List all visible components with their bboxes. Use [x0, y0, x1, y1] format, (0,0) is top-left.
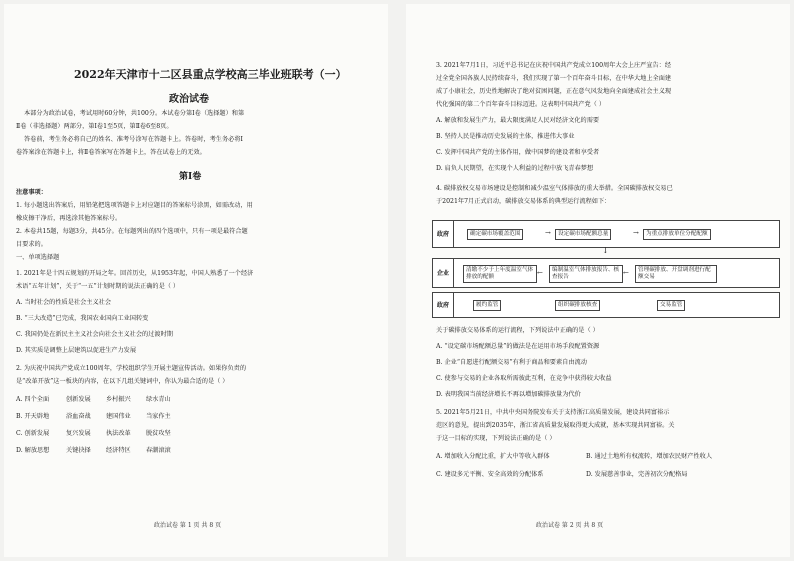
q4-stem: 4. 碳排放权交易市场建设是控制和减少温室气体排放的重大举措。全国碳排放权交易已: [436, 185, 673, 192]
q4-option: C. 使参与交易的企业各取所需彼此互利，在竞争中获得较大收益: [436, 375, 612, 382]
flow-step: 组织碳排放核查: [555, 300, 600, 311]
q3-option: D. 肩负人民期望，在实现个人利益的过程中放飞青春梦想: [436, 165, 594, 172]
q1-option: A. 当时社会的性质是社会主义社会: [16, 299, 112, 306]
arrow-left-icon: ←: [537, 269, 543, 277]
flow-step: 确定碳市场覆盖范围: [467, 229, 523, 240]
q3-option: C. 发挥中国共产党的主体作用，做中国梦的建设者和享受者: [436, 149, 600, 156]
q4-stem: 于2021年7月正式启动，碳排放交易体系的典型运行流程如下：: [436, 198, 611, 205]
exam-subtitle: 政治试卷: [169, 94, 209, 105]
q1-stem: 1. 2021年是十四五规划的开局之年。回首历史，从1953年起，中国人熟悉了一个经济: [16, 270, 254, 277]
q4-option: D. 表明我国当前经济增长不再以增加碳排放量为代价: [436, 391, 581, 398]
q2-option: B. 开天辟地: [16, 413, 50, 420]
q5-stem: 于这一目标的实现，下列说法正确的是（ ）: [436, 435, 556, 442]
q2-option: C. 创新发展: [16, 430, 50, 437]
q5-option: C. 建设多元平衡、安全高效的分配体系: [436, 471, 544, 478]
q2-keyword: 复兴发展: [66, 430, 91, 437]
q2-keyword: 脱贫攻坚: [146, 430, 171, 437]
q4-option: B. 企业“自愿进行配额交易”有利于商品和要素自由流动: [436, 359, 587, 366]
q2-keyword: 绿水青山: [146, 396, 171, 403]
flow-step: 清缴不少于上年度温室气体排放的配额: [463, 265, 537, 283]
section-title: 第Ⅰ卷: [179, 172, 202, 182]
q3-stem: 代化强国的第二个百年奋斗目标迈进。这表明中国共产党（ ）: [436, 101, 606, 108]
q2-keyword: 关键抉择: [66, 447, 91, 454]
q2-option: A. 四个全面: [16, 396, 50, 403]
q2-keyword: 乡村振兴: [106, 396, 131, 403]
part-heading: 一、单项选择题: [16, 254, 60, 261]
q3-stem: 3. 2021年7月1日，习近平总书记在庆祝中国共产党成立100周年大会上庄严宣告：经: [436, 62, 672, 69]
flow-row-enterprise: [432, 258, 780, 288]
q2-keyword: 经济特区: [106, 447, 131, 454]
q3-stem: 过全党全国各族人民持续奋斗，我们实现了第一个百年奋斗目标，在中华大地上全面建: [436, 75, 672, 82]
intro-line: 卷答案涂在答题卡上，将Ⅱ卷答案写在答题卡上，答在试卷上的无效。: [16, 149, 206, 156]
page-footer: 政治试卷 第 1 页 共 8 页: [154, 522, 222, 529]
flow-step: 管理碳排放、开盘调剂进行配额交易: [635, 265, 717, 283]
notes-heading: 注意事项：: [16, 189, 47, 196]
q2-option: D. 解放思想: [16, 447, 50, 454]
q3-option: A. 解放和发展生产力，最大限度满足人民对经济文化的需要: [436, 117, 600, 124]
arrow-left-icon: ←: [623, 269, 629, 277]
flow-row-government-supervision: [432, 292, 780, 318]
arrow-right-icon: →: [633, 229, 639, 237]
q5-option: B. 通过土地所有权流转，增加农民财产性收人: [586, 453, 713, 460]
q3-stem: 成了小康社会，历史性地解决了绝对贫困问题，正在意气风发地向全面建成社会主义现: [436, 88, 672, 95]
intro-line: Ⅱ卷（非选择题）两部分，第Ⅰ卷1至5页，第Ⅱ卷6至8页。: [16, 123, 173, 130]
intro-line: 本部分为政治试卷，考试用时60分钟，共100分。本试卷分第Ⅰ卷（选择题）和第: [24, 110, 245, 117]
page-footer: 政治试卷 第 2 页 共 8 页: [536, 522, 604, 529]
flow-step: 设定碳市场配额总量: [555, 229, 611, 240]
q2-keyword: 春潮滚滚: [146, 447, 171, 454]
q2-keyword: 浴血奋战: [66, 413, 91, 420]
q2-keyword: 创新发展: [66, 396, 91, 403]
q1-stem: 术语“五年计划”，关于“一五”计划时期的说法正确的是（ ）: [16, 283, 180, 290]
notes-line: 目要求的。: [16, 241, 47, 248]
arrow-right-icon: →: [545, 229, 551, 237]
arrow-down-icon: ↓: [602, 246, 609, 255]
flow-row-label: 政府: [433, 293, 454, 317]
q1-option: B. “三大改造”已完成，我国农业国向工业国转变: [16, 315, 149, 322]
q1-option: D. 其实质是调整上层建筑以促进生产力发展: [16, 347, 137, 354]
flow-step: 履约监管: [473, 300, 501, 311]
q2-keyword: 执法改革: [106, 430, 131, 437]
q4-option: A. “设定碳市场配额总量”的做法是在运用市场手段配置资源: [436, 343, 600, 350]
q2-stem: 2. 为庆祝中国共产党成立100周年，学校组织学生开展主题宣传活动。如果你负责的: [16, 365, 247, 372]
notes-line: 1. 每小题选出答案后，用铅笔把选项答题卡上对应题目的答案标号涂黑，如需改动，用: [16, 202, 253, 209]
q5-option: D. 发展慈善事业，完善初次分配格局: [586, 471, 688, 478]
exam-page-2: [406, 4, 790, 557]
q2-keyword: 当家作主: [146, 413, 171, 420]
exam-page-1: [4, 4, 388, 557]
flow-row-label: 企业: [433, 259, 454, 287]
notes-line: 橡皮擦干净后，再选涂其他答案标号。: [16, 215, 122, 222]
flow-step: 交易监管: [657, 300, 685, 311]
q5-stem: 5. 2021年5月21日，中共中央国务院发布关于支持浙江高质量发展，建设共同富裕示: [436, 409, 670, 416]
q4-question: 关于碳排放交易体系的运行流程，下列说法中正确的是（ ）: [436, 327, 599, 334]
q5-stem: 范区的意见，提出到2035年，浙江省高质量发展取得更大成就，基本实现共同富裕。关: [436, 422, 675, 429]
flow-step: 编制温室气体排放报告、核查报告: [549, 265, 623, 283]
carbon-trading-flow-diagram: [432, 220, 778, 320]
q1-option: C. 我国仍处在新民主主义社会向社会主义社会的过渡时期: [16, 331, 173, 338]
flow-row-government-setup: [432, 220, 780, 248]
q3-option: B. 坚持人民是推动历史发展的主体，推进伟大事业: [436, 133, 575, 140]
intro-line: 答卷前，考生务必将自己的姓名、准考号涂写在答题卡上。答卷时，考生务必将Ⅰ: [24, 136, 244, 143]
q2-keyword: 建国伟业: [106, 413, 131, 420]
exam-title: 2022年天津市十二区县重点学校高三毕业班联考（一）: [74, 68, 347, 81]
flow-row-label: 政府: [433, 221, 454, 247]
flow-step: 为重点排放单位分配配额: [643, 229, 711, 240]
q2-stem: 是“改革开放”这一板块的内容，在以下几组关键词中，你认为最合适的是（ ）: [16, 378, 229, 385]
q5-option: A. 增加收入分配比重，扩大中等收入群体: [436, 453, 550, 460]
notes-line: 2. 本卷共15题，每题3分，共45分。在每题列出的四个选项中，只有一项是最符合题: [16, 228, 248, 235]
